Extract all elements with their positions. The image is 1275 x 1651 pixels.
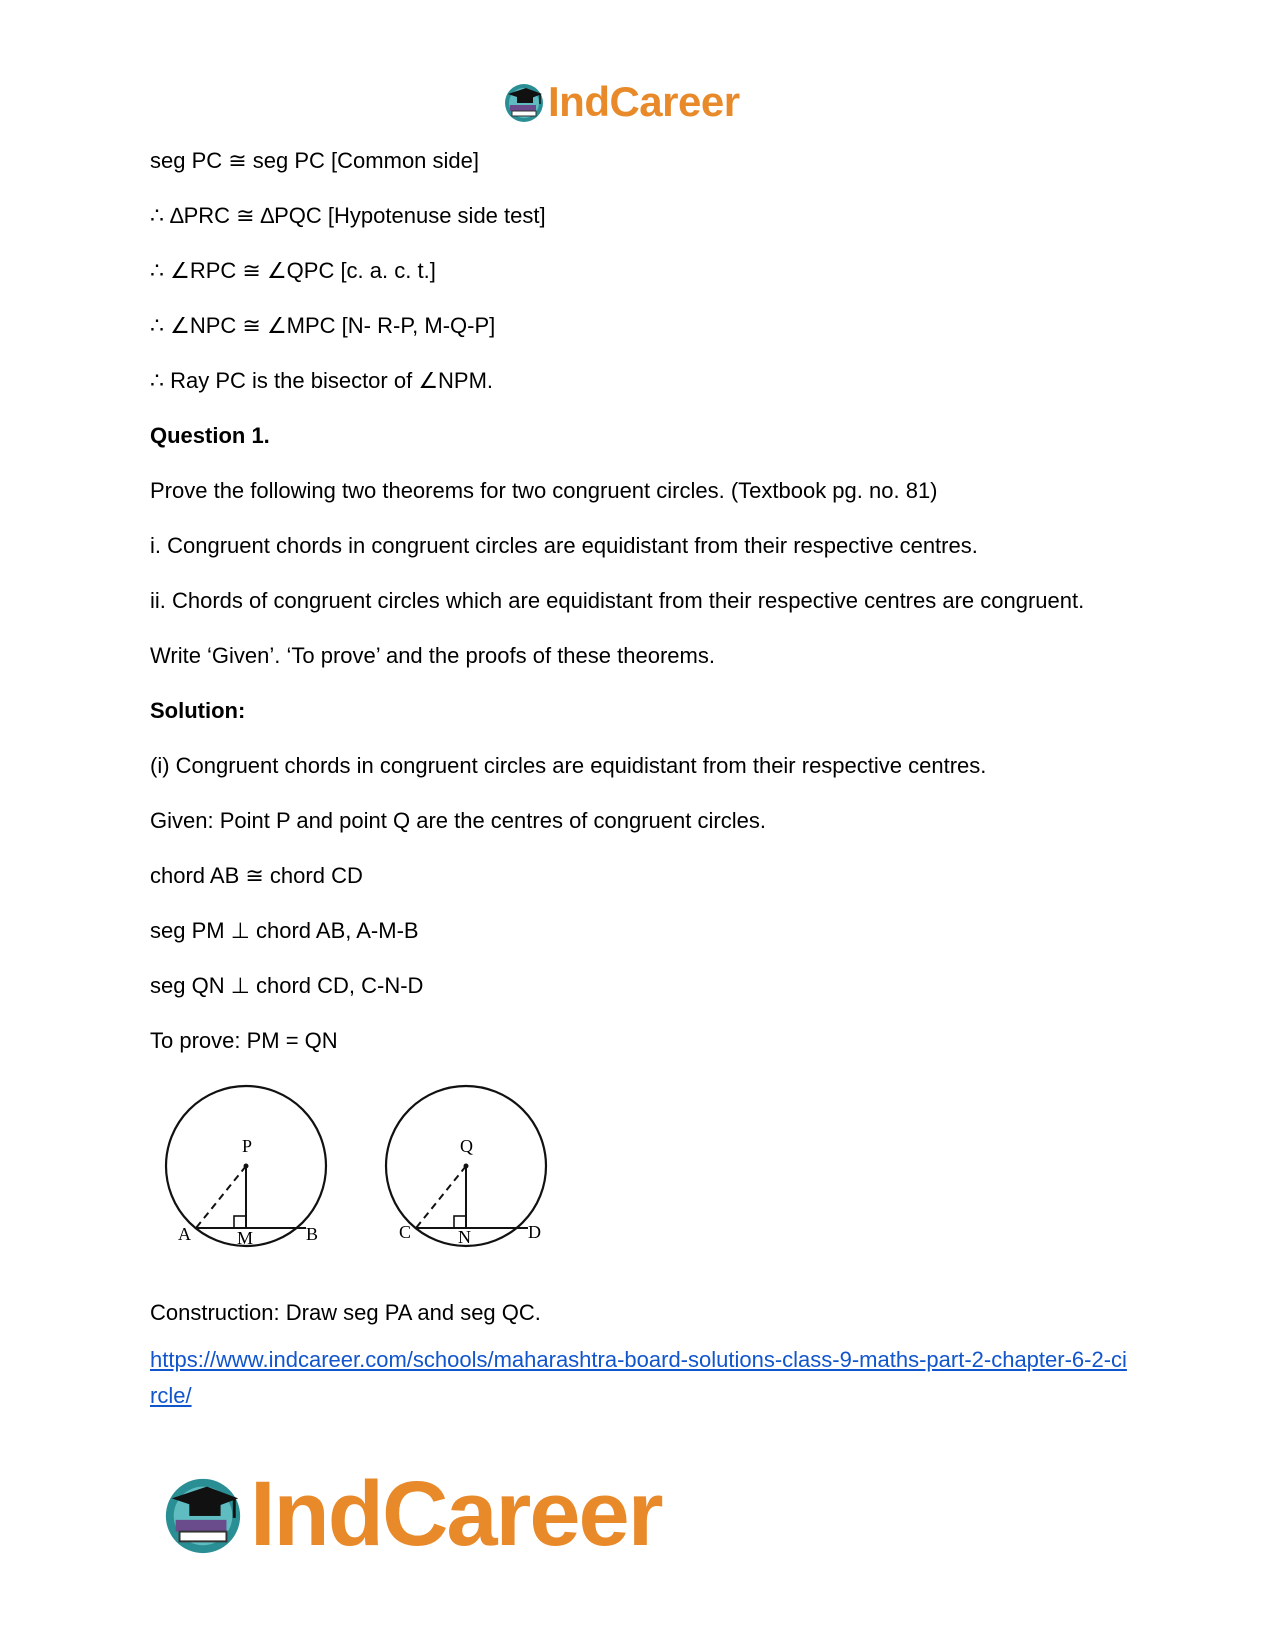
text-line: ∴ ∆PRC ≅ ∆PQC [Hypotenuse side test] [150, 203, 546, 228]
point-label-b: B [306, 1224, 319, 1244]
text-line: Write ‘Given’. ‘To prove’ and the proofs of these theorems. [150, 643, 715, 668]
center-label-q: Q [460, 1136, 473, 1156]
document-body [150, 148, 1140, 1414]
graduation-cap-book-icon [502, 80, 546, 124]
source-link[interactable]: https://www.indcareer.com/schools/maharashtra-board-solutions-class-9-maths-part-2-chapter-6-2-circle/ [150, 1347, 1127, 1408]
text-line: seg QN ⊥ chord CD, C-N-D [150, 973, 424, 998]
point-label-d: D [528, 1222, 541, 1242]
point-label-c: C [399, 1222, 412, 1242]
point-label-n: N [458, 1227, 471, 1247]
left-circle-diagram [166, 1086, 326, 1248]
logo-wordmark: IndCareer [250, 1462, 662, 1565]
text-line: ii. Chords of congruent circles which are equidistant from their respective centres are congruent. [150, 588, 1085, 613]
text-line: Given: Point P and point Q are the centres of congruent circles. [150, 808, 766, 833]
text-line: ∴ ∠NPC ≅ ∠MPC [N- R-P, M-Q-P] [150, 313, 496, 338]
header-logo [502, 78, 740, 126]
congruent-circles-figure [146, 1068, 566, 1268]
text-line: seg PC ≅ seg PC [Common side] [150, 148, 480, 173]
logo-wordmark: IndCareer [548, 78, 740, 125]
question-heading: Question 1. [150, 423, 270, 448]
solution-heading: Solution: [150, 698, 246, 723]
graduation-cap-book-icon [160, 1471, 246, 1557]
text-line: To prove: PM = QN [150, 1028, 338, 1053]
text-line: ∴ Ray PC is the bisector of ∠NPM. [150, 368, 494, 393]
text-line: Prove the following two theorems for two congruent circles. (Textbook pg. no. 81) [150, 478, 938, 503]
text-line: i. Congruent chords in congruent circles are equidistant from their respective centres. [150, 533, 978, 558]
footer-logo [160, 1462, 662, 1565]
text-line: (i) Congruent chords in congruent circles are equidistant from their respective centres. [150, 753, 987, 778]
point-label-a: A [178, 1224, 191, 1244]
right-circle-diagram [386, 1086, 546, 1247]
center-label-p: P [242, 1136, 253, 1156]
text-line: chord AB ≅ chord CD [150, 863, 363, 888]
text-line: ∴ ∠RPC ≅ ∠QPC [c. a. c. t.] [150, 258, 436, 283]
text-line: seg PM ⊥ chord AB, A-M-B [150, 918, 419, 943]
point-label-m: M [237, 1228, 254, 1248]
construction-line: Construction: Draw seg PA and seg QC. [150, 1300, 541, 1325]
